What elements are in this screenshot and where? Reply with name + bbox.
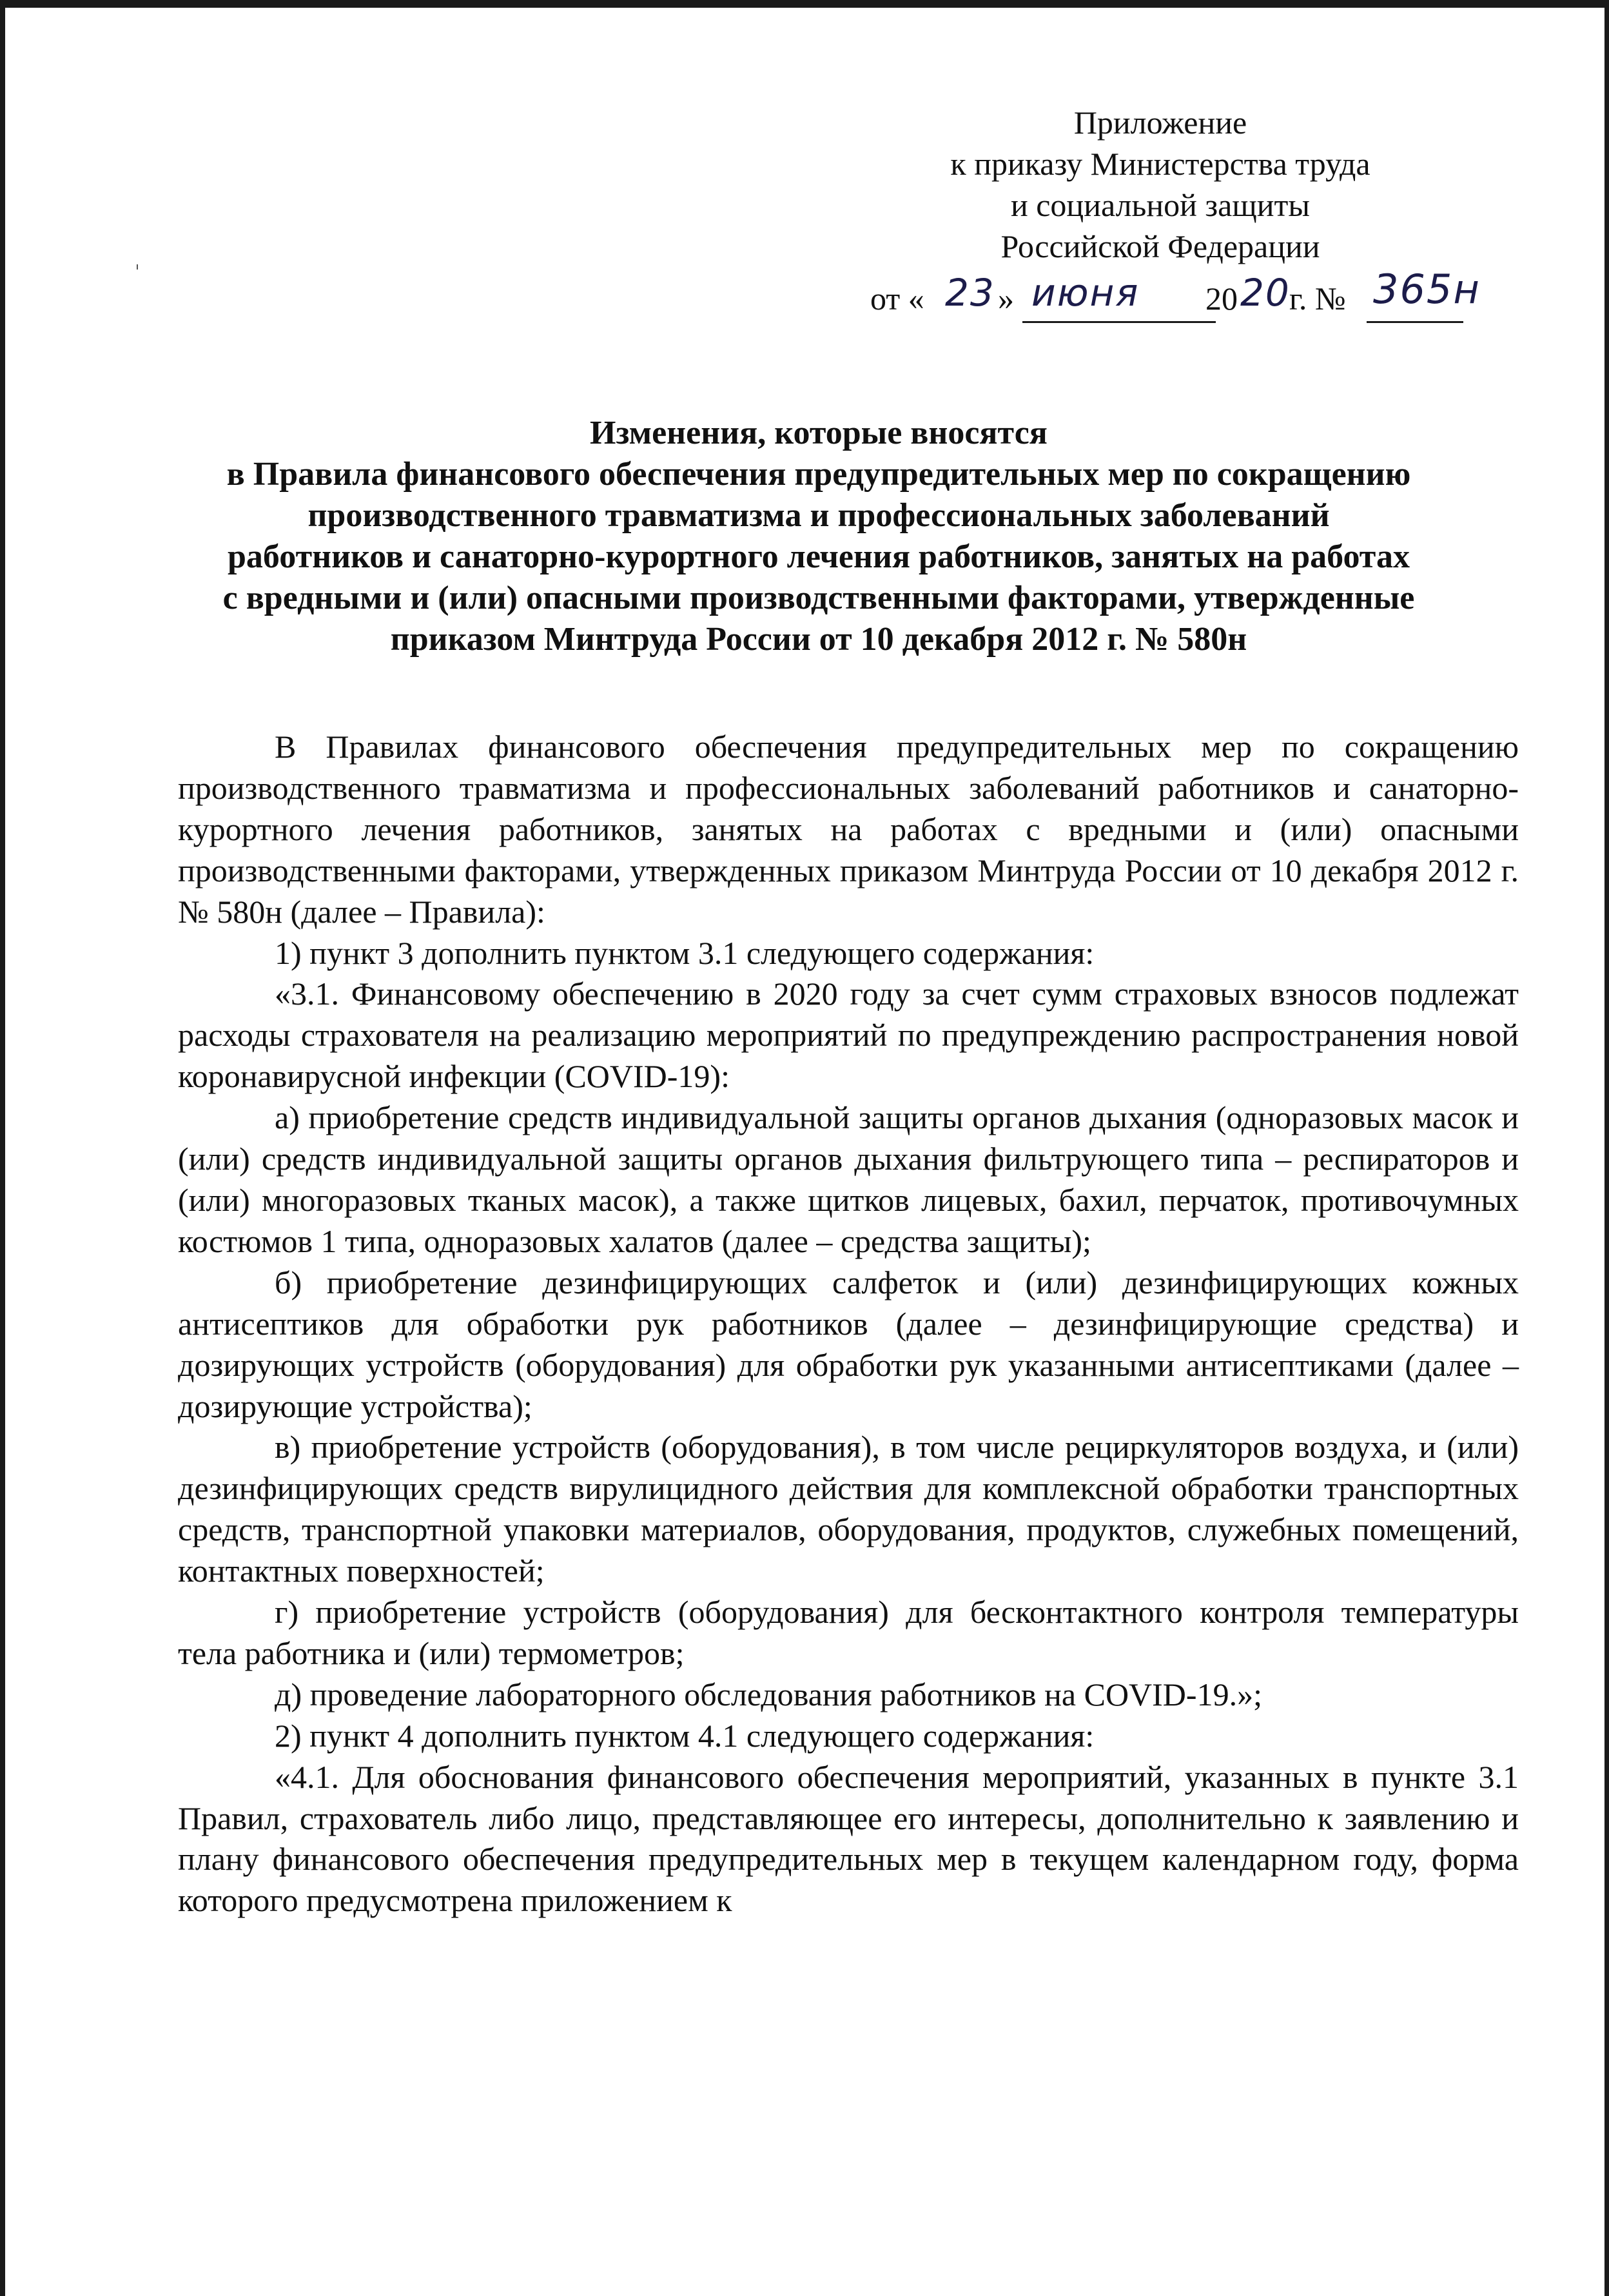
scan-border-left [0, 0, 5, 2296]
order-quote-close: » [998, 280, 1014, 317]
handwritten-month: июня [1031, 271, 1140, 315]
body-paragraph: г) приобретение устройств (оборудования) для бесконтактного контроля температуры тела работника и (или) термометров; [178, 1594, 1519, 1671]
body-paragraph: в) приобретение устройств (оборудования), в том числе рециркуляторов воздуха, и (или) дезинфицирующих средств вирулицидного действия для комплексной обработки транспортных средств, транспортной упаковки материалов, оборудования, продуктов, служебных помещений, контактных поверхностей; [178, 1429, 1519, 1589]
order-prefix: от « [870, 280, 924, 317]
appendix-line: и социальной защиты [1010, 187, 1310, 223]
title-line: с вредными и (или) опасными производственными факторами, утвержденные [222, 580, 1415, 616]
scan-border-top [0, 0, 1609, 8]
handwritten-day: 23 [945, 271, 995, 315]
title-line: в Правила финансового обеспечения предупредительных мер по сокращению [226, 456, 1411, 493]
order-date-number [870, 266, 1547, 329]
appendix-line: к приказу Министерства труда [950, 146, 1370, 182]
body-paragraph: 1) пункт 3 дополнить пунктом 3.1 следующего содержания: [275, 934, 1095, 971]
handwritten-number: 365н [1373, 266, 1481, 313]
appendix-line: Приложение [1073, 104, 1247, 141]
document-title [116, 413, 1521, 660]
appendix-line: Российской Федерации [1000, 228, 1320, 264]
title-line: работников и санаторно-курортного лечения работников, занятых на работах [228, 538, 1410, 575]
order-number-label: г. № [1289, 280, 1346, 317]
body-paragraph: б) приобретение дезинфицирующих салфеток и (или) дезинфицирующих кожных антисептиков для обработки рук работников (далее – дезинфицирующие средства) и дозирующих устройств (оборудования) для обработки рук указанными антисептиками (далее – дозирующие устройства); [178, 1264, 1519, 1424]
title-line: Изменения, которые вносятся [590, 415, 1048, 451]
body-paragraph: а) приобретение средств индивидуальной защиты органов дыхания (одноразовых масок и (или) средств индивидуальной защиты органов дыхания фильтрующего типа – респираторов и (или) многоразовых тканых масок), а также щитков лицевых, бахил, перчаток, противочумных костюмов 1 типа, одноразовых халатов (далее – средства защиты); [178, 1099, 1519, 1259]
scan-border-right [1604, 0, 1609, 2296]
appendix-header [838, 102, 1483, 267]
year-prefix: 20 [1205, 280, 1238, 317]
month-underline [1022, 321, 1216, 323]
document-body [178, 727, 1519, 1921]
scan-speck [137, 264, 138, 270]
title-line: приказом Минтруда России от 10 декабря 2012 г. № 580н [390, 621, 1247, 658]
body-paragraph: 2) пункт 4 дополнить пунктом 4.1 следующего содержания: [275, 1717, 1095, 1754]
body-paragraph: «3.1. Финансовому обеспечению в 2020 году за счет сумм страховых взносов подлежат расходы страхователя на реализацию мероприятий по предупреждению распространения новой коронавирусной инфекции (COVID-19): [178, 976, 1519, 1095]
body-paragraph: д) проведение лабораторного обследования работников на COVID-19.»; [275, 1676, 1262, 1712]
handwritten-year: 20 [1240, 271, 1291, 315]
title-line: производственного травматизма и профессиональных заболеваний [307, 497, 1330, 534]
number-underline [1367, 321, 1463, 323]
body-paragraph: В Правилах финансового обеспечения предупредительных мер по сокращению производственного травматизма и профессиональных заболеваний работников и санаторно-курортного лечения работников, занятых на работах с вредными и (или) опасными производственными факторами, утвержденных приказом Минтруда России от 10 декабря 2012 г. № 580н (далее – Правила): [178, 729, 1519, 930]
body-paragraph: «4.1. Для обоснования финансового обеспечения мероприятий, указанных в пункте 3.1 Правил, страхователь либо лицо, представляющее его интересы, дополнительно к заявлению и плану финансового обеспечения предупредительных мер в текущем календарном году, форма которого предусмотрена приложением к [178, 1758, 1519, 1919]
